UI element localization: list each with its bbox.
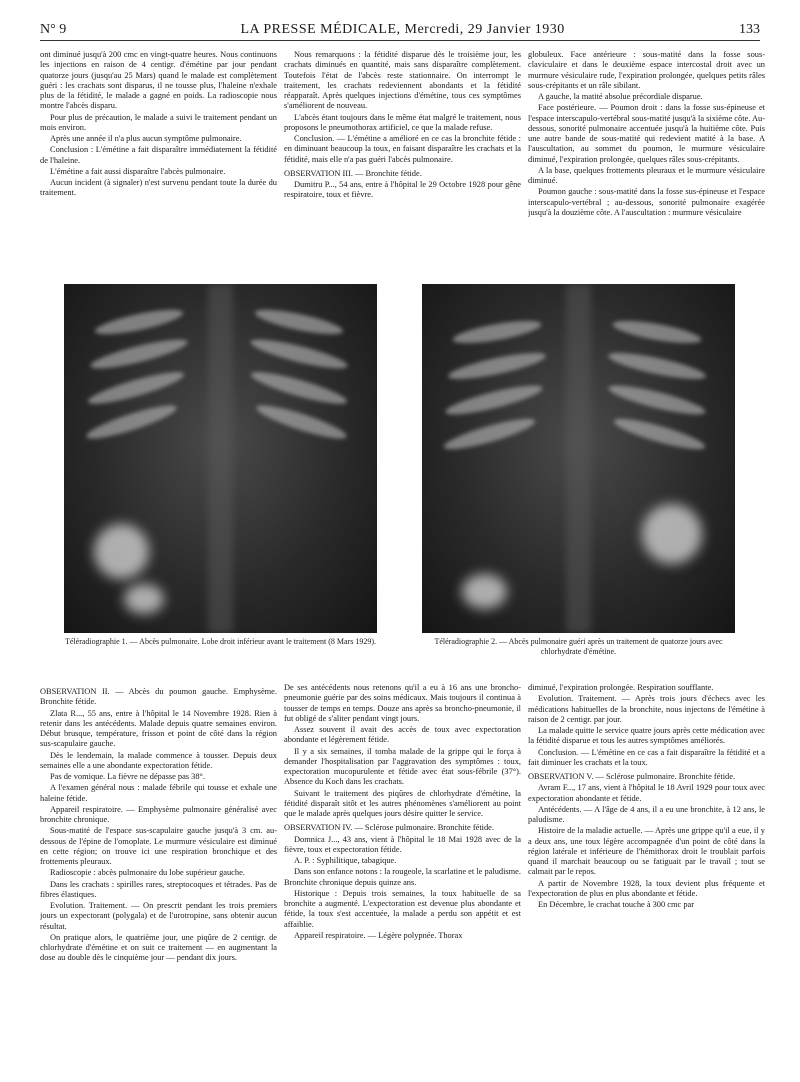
top-column-2 [284,50,521,272]
paragraph: Sous-matité de l'espace sus-scapulaire gauche jusqu'à 3 cm. au-dessous de l'épine de l'omoplate. Le murmure vésiculaire est diminué en cette région; on trouve ici une respiration bronchique et des frottements pleuraux. [40,826,277,866]
paragraph: A partir de Novembre 1928, la toux devient plus fréquente et l'expectoration de plus en plus abondante et fétide. [528,878,765,898]
bottom-column-1 [40,683,277,1053]
radiograph-1-caption: Téléradiographie 1. — Abcès pulmonaire. Lobe droit inférieur avant le traitement (8 Mars 1929). [64,637,376,646]
paragraph: Suivant le traitement des piqûres de chlorhydrate d'émétine, la fétidité disparaît sitôt et les autres phénomènes s'améliorent au point que le malade après quelques jours désire quitter le service. [284,788,521,818]
paragraph: Zlata R..., 55 ans, entre à l'hôpital le 14 Novembre 1928. Rien à retenir dans les antécédents. Malade depuis quatre semaines environ. Début brusque, température, frisson et point de côté dans la région sus-scapulaire gauche. [40,708,277,749]
paragraph: Dès le lendemain, la malade commence à tousser. Depuis deux semaines elle a une abondante expectoration fétide. [40,750,277,770]
paragraph: A la base, quelques frottements pleuraux et le murmure vésiculaire diminué. [528,165,765,185]
paragraph: A. P. : Syphilitique, tabagique. [294,856,397,865]
observation-heading: OBSERVATION V. — Sclérose pulmonaire. Bronchite fétide. [528,772,736,781]
paragraph: Conclusion. — L'émétine en ce cas a fait disparaître la fétidité et a fait diminuer les crachats et la toux. [528,747,765,767]
page-number: 133 [739,22,760,37]
paragraph: Conclusion : L'émétine a fait disparaître immédiatement la fétidité de l'haleine. [40,145,277,165]
radiograph-2-image [422,284,735,633]
paragraph: Appareil respiratoire. — Légère polypnée. Thorax [294,930,463,940]
top-text-columns [40,50,765,272]
paragraph: globuleux. Face antérieure : sous-matité dans la fosse sous-claviculaire et dans le deuxième espace intercostal droit avec un murmure vésiculaire rude, l'expiration prolongée, quelques petits râles sous-crépitants et un râle sibilant. [528,50,765,90]
paragraph: Dans les crachats : spirilles rares, streptocoques et tétrades. Pas de fibres élastiques. [40,879,277,899]
paragraph: Conclusion. — L'émétine a amélioré en ce cas la bronchite fétide : en diminuant beaucoup la toux, en faisant disparaître les crachats et la fétidité, mais elle n'a pas guéri l'abcès pulmonaire. [284,134,521,164]
paragraph: A l'examen général nous : malade fébrile qui tousse et exhale une haleine fétide. [40,783,277,803]
paragraph: Pas de vomique. La fièvre ne dépasse pas 38°. [50,772,205,781]
paragraph: Poumon gauche : sous-matité dans la fosse sus-épineuse et l'espace interscapulo-vertébral ; au-dessous, sonorité pulmonaire exagérée jusqu'à la douzième côte. A l'auscultation : murmure vésiculaire [528,187,765,217]
page-header [40,18,760,41]
paragraph: Il y a six semaines, il tomba malade de la grippe qui le força à demander l'hospitalisation par l'aggravation des symptômes : toux, expectoration mucopurulente et fétide avec état sous-fébrile (37°). Absence du Koch dans les crachats. [284,746,521,787]
paragraph: Evolution. Traitement. — On prescrit pendant les trois premiers jours un expectorant (polygala) et de l'urotropine, sans obtenir aucun résultat. [40,901,277,931]
top-column-1 [40,50,277,272]
paragraph: Histoire de la maladie actuelle. — Après une grippe qu'il a eue, il y a deux ans, une toux légère accompagnée d'un point de côté dans la région latérale et inférieure de l'hémithorax droit le troublait parfois quand il marchait beaucoup ou se fatiguait par le travail ; tout se calmait par le repos. [528,826,765,877]
paragraph: En Décembre, le crachat touche à 300 cmc par [538,900,695,909]
paragraph: Dumitru P..., 54 ans, entre à l'hôpital le 29 Octobre 1928 pour gêne respiratoire, toux et fièvre. [284,180,521,200]
bottom-column-2 [284,683,521,1053]
paragraph: Aucun incident (à signaler) n'est survenu pendant toute la durée du traitement. [40,178,277,198]
radiograph-2-caption: Téléradiographie 2. — Abcès pulmonaire guéri après un traitement de quatorze jours avec chlorhydrate d'émétine. [434,637,723,656]
radiograph-1-image [64,284,377,633]
issue-number: N° 9 [40,22,67,37]
observation-heading: OBSERVATION II. — Abcès du poumon gauche. Emphysème. Bronchite fétide. [40,687,277,707]
paragraph: Avram F..., 17 ans, vient à l'hôpital le 18 Avril 1929 pour toux avec expectoration abondante et fétide. [528,783,765,803]
observation-heading: OBSERVATION IV. — Sclérose pulmonaire. Bronchite fétide. [284,823,494,833]
paragraph: Après une année il n'a plus aucun symptôme pulmonaire. [50,134,242,143]
paragraph: Antécédents. — A l'âge de 4 ans, il a eu une bronchite, à 12 ans, le paludisme. [528,804,765,824]
paragraph: Assez souvent il avait des accès de toux avec expectoration abondante et légèrement fétide. [284,725,521,745]
paragraph: De ses antécédents nous retenons qu'il a eu à 16 ans une broncho-pneumonie guérie par des soins médicaux. Mais toujours il continua à tousser de temps en temps. Douze ans après sa broncho-pneumonie, il fut obligé de s'aliter pendant vingt jours. [284,683,521,723]
paragraph: Dans son enfance notons : la rougeole, la scarlatine et le paludisme. Bronchite chronique depuis quinze ans. [284,867,521,887]
paragraph: Face postérieure. — Poumon droit : dans la fosse sus-épineuse et l'espace interscapulo-vertébral sous-matité jusqu'à la sixième côte. Au-dessous, sonorité pulmonaire accentuée jusqu'à la huitième côte. Puis une autre bande de sous-matité qui redevient matité à la base. A l'auscultation, au sommet du poumon, le murmure vésiculaire diminué, l'expiration prolongée, quelques râles sous-crépitants. [528,103,765,164]
bottom-text-columns [40,683,765,1053]
paragraph: Appareil respiratoire. — Emphysème pulmonaire généralisé avec bronchite chronique. [40,804,277,824]
observation-heading: OBSERVATION III. — Bronchite fétide. [284,168,422,178]
paragraph: Domnica J..., 43 ans, vient à l'hôpital le 18 Mai 1928 avec de la fièvre, toux et expectoration fétide. [284,834,521,854]
paragraph: La malade quitte le service quatre jours après cette médication avec la fétidité disparue et tous les autres symptômes améliorés. [528,726,765,746]
paragraph: ont diminué jusqu'à 200 cmc en vingt-quatre heures. Nous continuons les injections en raison de 4 centigr. d'émétine par jour pendant quatorze jours (jusqu'au 25 Mars) quand le malade est complètement guéri : les crachats sont disparus, il ne tousse plus, l'haleine n'exhale plus de la fétidité, le malade a gagné en poids. La radioscopie nous montre l'abcès disparu. [40,50,277,111]
paragraph: L'abcès étant toujours dans le même état malgré le traitement, nous proposons le pneumothorax artificiel, ce que la malade refuse. [284,112,521,132]
paragraph: Pour plus de précaution, le malade a suivi le traitement pendant un mois environ. [40,112,277,132]
paragraph: Radioscopie : abcès pulmonaire du lobe supérieur gauche. [50,868,245,878]
paragraph: Historique : Depuis trois semaines, la toux habituelle de sa bronchite a augmenté. L'expectoration est devenue plus abondante et fétide, la toux s'est accentuée, la malade a perdu son appétit et est affaiblie. [284,888,521,929]
paragraph: Evolution. Traitement. — Après trois jours d'échecs avec les médications habituelles de la bronchite, nous injectons de l'émétine à raison de 2 centigr. par jour. [528,694,765,724]
top-column-3 [528,50,765,272]
bottom-column-3 [528,683,765,1053]
paragraph: L'émétine a fait aussi disparaître l'abcès pulmonaire. [50,166,226,176]
paragraph: Nous remarquons : la fétidité disparue dès le troisième jour, les crachats diminués en quantité, mais sans disparaître complètement. Toutefois l'état de l'abcès reste stationnaire. On interrompt le traitement, les crachats redeviennent abondants et la fétidité réapparaît. Après quelques injections d'émétine, tous ces symptômes s'améliorent de nouveau. [284,50,521,111]
journal-title: LA PRESSE MÉDICALE, Mercredi, 29 Janvier 1930 [240,22,565,37]
paragraph: diminué, l'expiration prolongée. Respiration soufflante. [528,683,714,692]
paragraph: A gauche, la matité absolue précordiale disparue. [538,92,703,101]
paragraph: On pratique alors, le quatrième jour, une piqûre de 2 centigr. de chlorhydrate d'émétine et on suit ce traitement — en augmentant la dose au double dès le cinquième jour — pendant dix jours. [40,932,277,963]
